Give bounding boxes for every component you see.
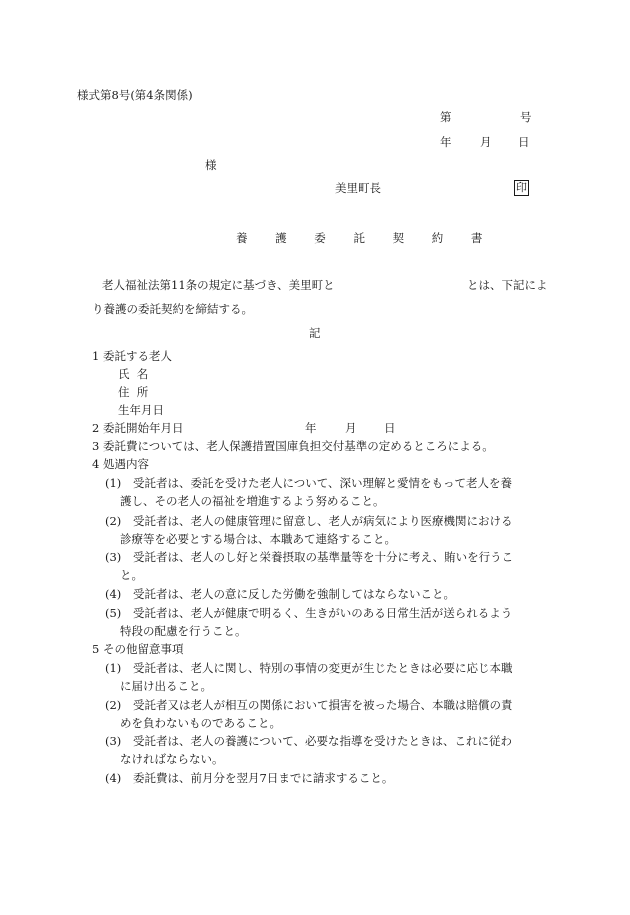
section-2-label: 2 委託開始年月日 [92,421,184,435]
addressee-sama: 様 [205,158,217,172]
section-2-month: 月 [345,421,357,435]
s5-item-3-line-2: なければならない。 [120,752,224,766]
section-3-text: 3 委託費については、老人保護措置国庫負担交付基準の定めるところによる。 [92,439,494,453]
document-title: 養 護 委 託 契 約 書 [236,231,495,245]
s5-item-3-line-1: 受託者は、老人の養護について、必要な指導を受けたときは、これに従わ [133,734,513,748]
s4-item-1-num: (1) [105,476,122,490]
section-4-label: 4 処遇内容 [92,457,149,471]
date-month: 月 [480,135,492,149]
s4-item-2-num: (2) [105,514,122,528]
s4-item-3-line-2: と。 [120,568,143,582]
s4-item-3-line-1: 受託者は、老人のし好と栄養摂取の基準量等を十分に考え、賄いを行うこ [133,550,514,564]
s5-item-1-num: (1) [105,661,122,675]
issuer-name: 美里町長 [335,181,381,195]
number-dai: 第 [440,110,452,124]
section-2-year: 年 [305,421,317,435]
field-birth-label: 生年月日 [118,403,164,417]
s5-item-2-num: (2) [105,698,122,712]
field-name-label: 氏 名 [118,367,149,381]
s5-item-1-line-2: に届け出ること。 [120,679,212,693]
intro-line-2: り養護の委託契約を締結する。 [92,302,253,316]
s5-item-2-line-1: 受託者又は老人が相互の関係において損害を被った場合、本職は賠償の責 [133,698,513,712]
s4-item-5-line-2: 特段の配慮を行うこと。 [120,624,247,638]
number-go: 号 [520,110,532,124]
s4-item-1-line-1: 受託者は、委託を受けた老人について、深い理解と愛情をもって老人を養 [133,476,513,490]
ki-heading: 記 [309,326,321,340]
s5-item-4-line-1: 委託費は、前月分を翌月7日までに請求すること。 [133,771,394,785]
seal-mark [514,180,529,196]
section-1-label: 1 委託する老人 [92,349,172,363]
s4-item-2-line-2: 診療等を必要とする場合は、本職あて連絡すること。 [120,532,396,546]
form-label: 様式第8号(第4条関係) [77,88,193,102]
date-day: 日 [518,135,530,149]
section-2-day: 日 [384,421,396,435]
section-5-label: 5 その他留意事項 [92,642,184,656]
s5-item-4-num: (4) [105,771,122,785]
s4-item-4-line-1: 受託者は、老人の意に反した労働を強制してはならないこと。 [133,587,455,601]
s4-item-4-num: (4) [105,587,122,601]
s5-item-1-line-1: 受託者は、老人に関し、特別の事情の変更が生じたときは必要に応じ本職 [133,661,513,675]
s5-item-3-num: (3) [105,734,122,748]
date-year: 年 [440,135,452,149]
s4-item-5-num: (5) [105,606,122,620]
s4-item-2-line-1: 受託者は、老人の健康管理に留意し、老人が病気により医療機関における [133,514,513,528]
s4-item-5-line-1: 受託者は、老人が健康で明るく、生きがいのある日常生活が送られるよう [133,606,513,620]
seal-text: 印 [516,181,527,194]
s4-item-3-num: (3) [105,550,122,564]
field-address-label: 住 所 [118,385,149,399]
intro-line-1a: 老人福祉法第11条の規定に基づき、美里町と [102,278,335,292]
s5-item-2-line-2: めを負わないものであること。 [120,716,281,730]
s4-item-1-line-2: 護し、その老人の福祉を増進するよう努めること。 [120,494,385,508]
intro-line-1b: とは、下記によ [467,278,548,292]
